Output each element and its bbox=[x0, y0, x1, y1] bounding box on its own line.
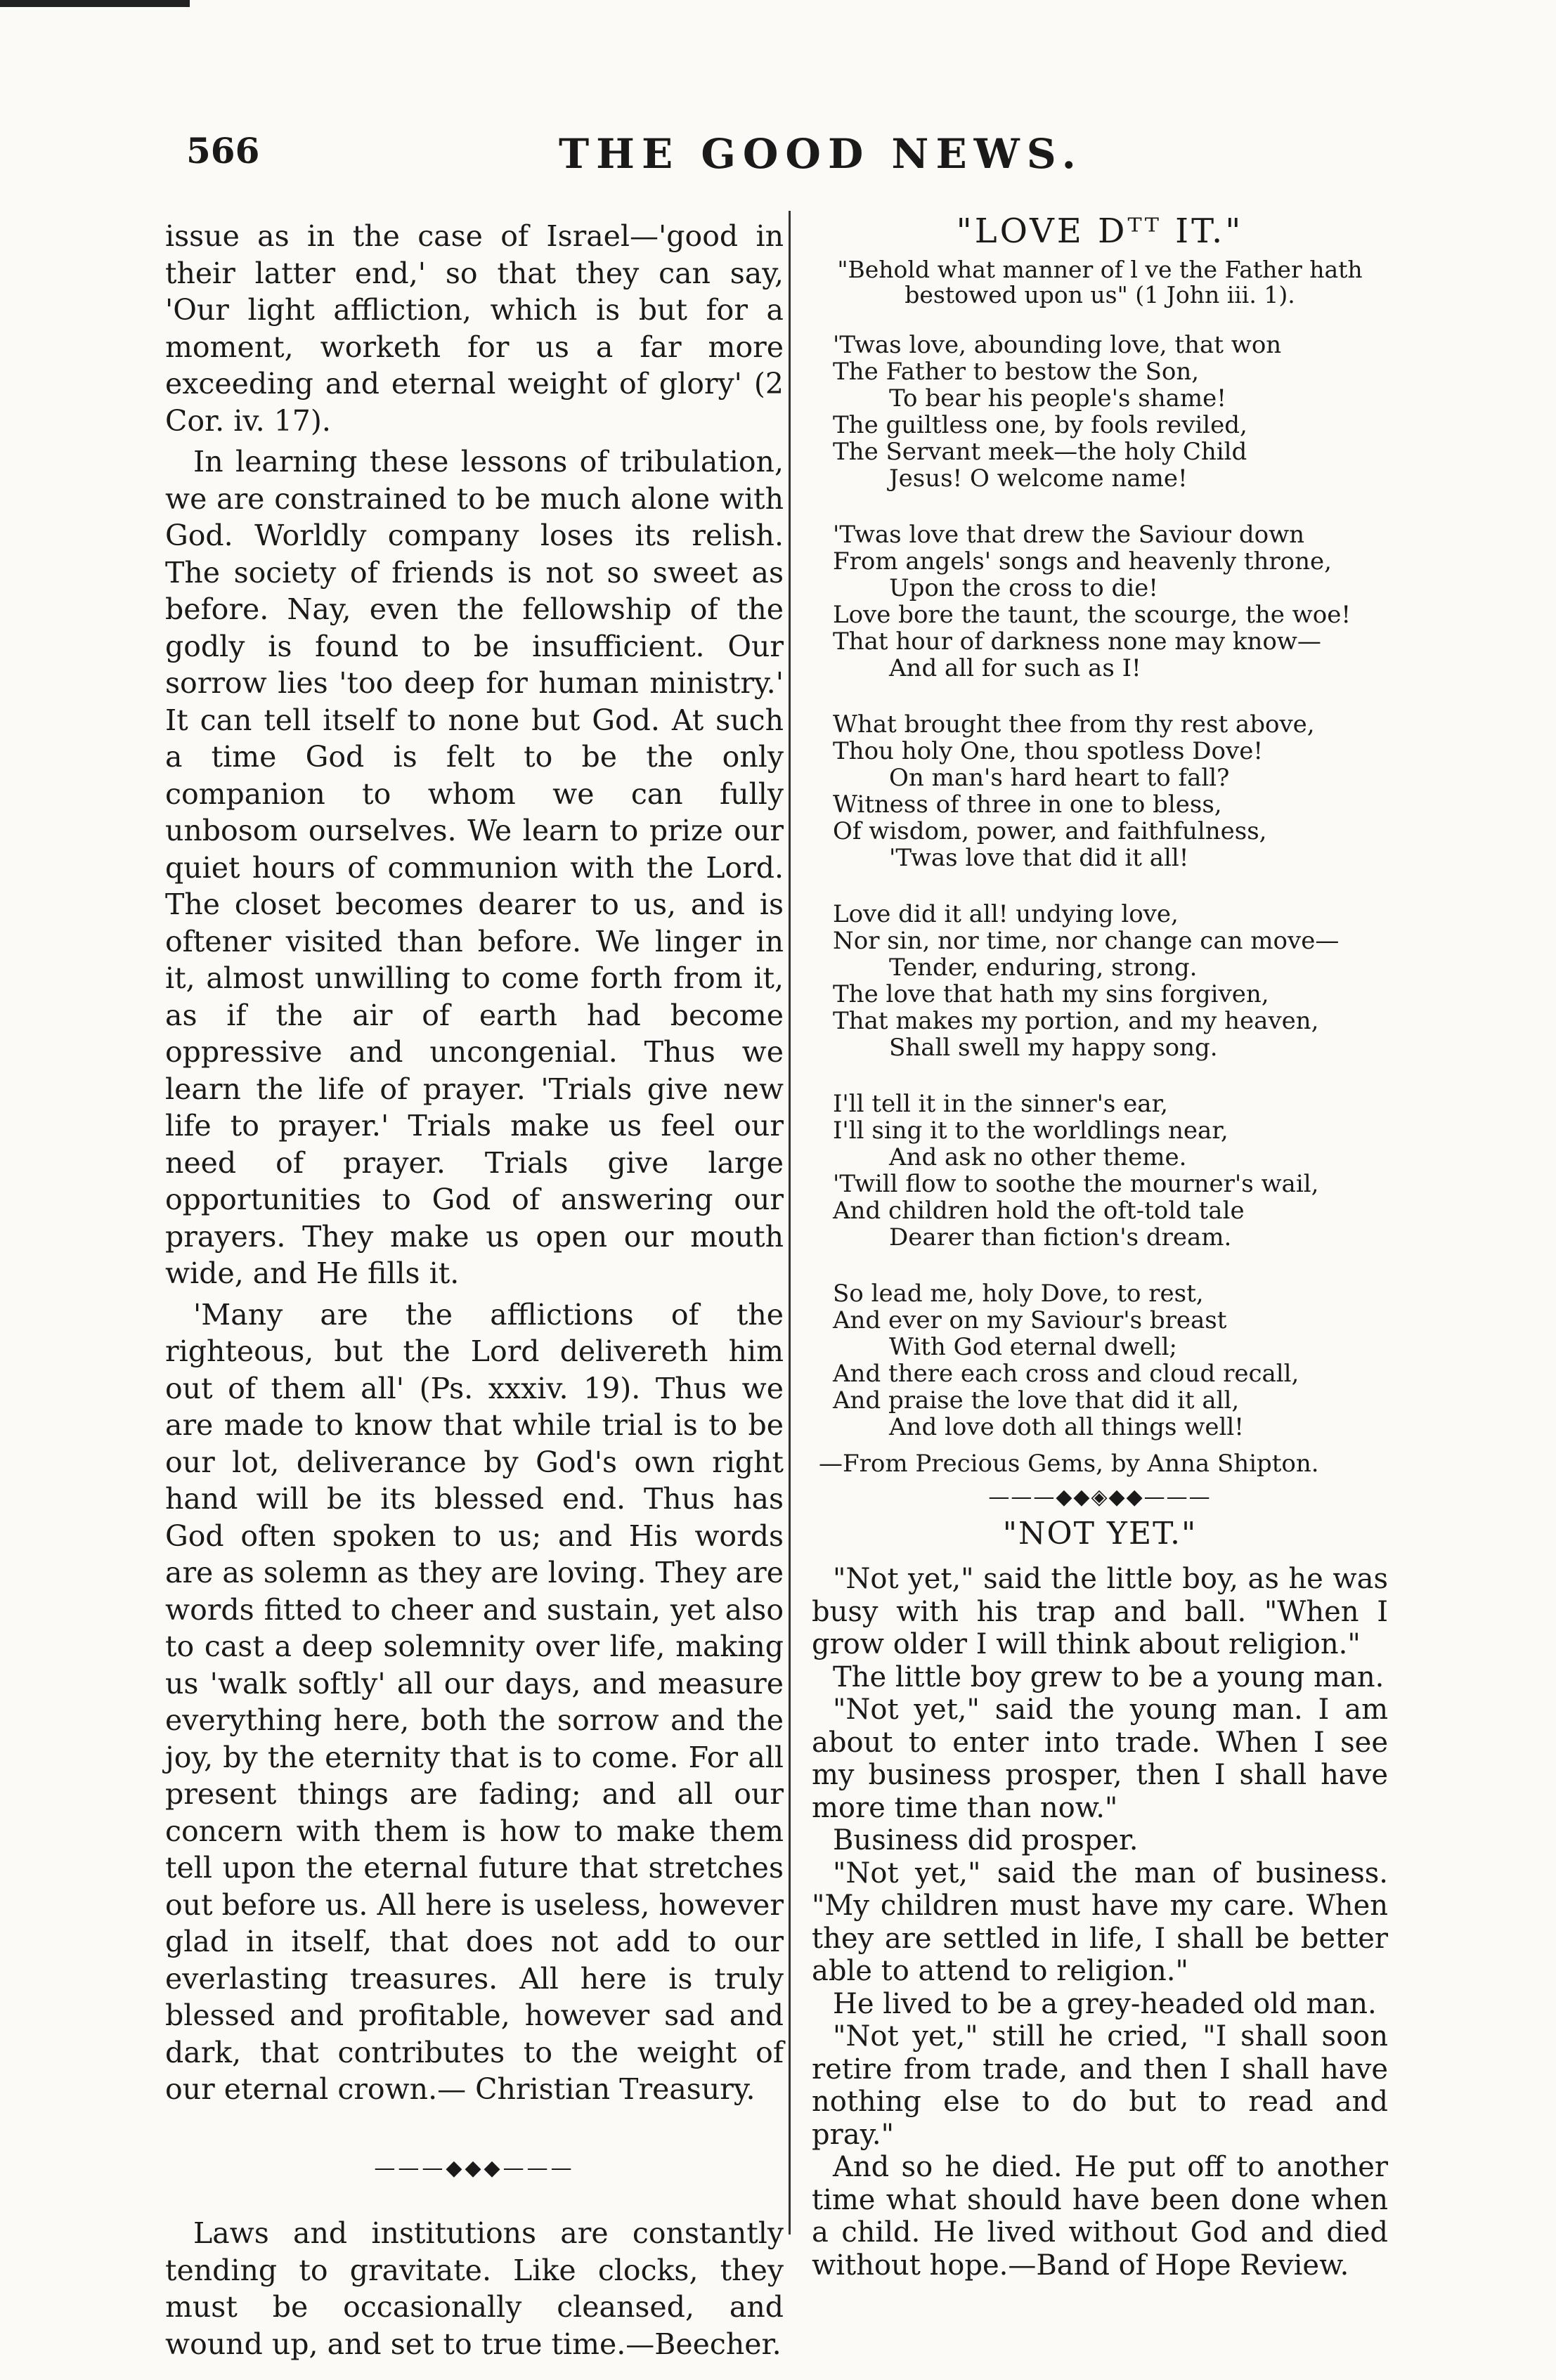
stanza bbox=[833, 521, 1388, 682]
verse-line: On man's hard heart to fall? bbox=[889, 764, 1230, 792]
ornament-divider: ———◆◆◈◆◆——— bbox=[988, 1485, 1212, 1509]
paragraph: The little boy grew to be a young man. bbox=[833, 1660, 1385, 1693]
paragraph: "Not yet," said the man of business. "My children must have my care. When they are settled in life, I shall be better able to attend to religion." bbox=[812, 1856, 1388, 1987]
verse-line: And praise the love that did it all, bbox=[833, 1386, 1240, 1415]
verse-line: Of wisdom, power, and faithfulness, bbox=[833, 817, 1267, 845]
verse-line: That hour of darkness none may know— bbox=[833, 627, 1321, 656]
verse-line: Love bore the taunt, the scourge, the woe! bbox=[833, 601, 1351, 629]
verse-line: Love did it all! undying love, bbox=[833, 900, 1179, 928]
verse-line: And all for such as I! bbox=[889, 654, 1141, 682]
verse-line: Tender, enduring, strong. bbox=[889, 954, 1198, 982]
verse-line: I'll tell it in the sinner's ear, bbox=[833, 1090, 1168, 1118]
top-rule bbox=[0, 0, 190, 7]
verse-line: 'Twill flow to soothe the mourner's wail, bbox=[833, 1170, 1319, 1198]
paragraph: 'Many are the afflictions of the righteous, but the Lord delivereth him out of them all' (Ps. xxxiv. 19). Thus we are made to know that while trial is to be our lot, deliverance by God's own right hand will be its blessed end. Thus has God often spoken to us; and His words are as solemn as they are loving. They are words fitted to cheer and sustain, yet also to cast a deep solemnity over life, making us 'walk softly' all our days, and measure everything here, both the sorrow and the joy, by the eternity that is to come. For all present things are fading; and all our concern with them is how to make them tell upon the eternal future that stretches out before us. All here is useless, however glad in itself, that does not add to our everlasting treasures. All here is truly blessed and profitable, however sad and dark, that contributes to the weight of our eternal crown.— Christian Treasury. bbox=[165, 1297, 784, 2106]
verse-line: Thou holy One, thou spotless Dove! bbox=[833, 737, 1264, 765]
verse-line: The Servant meek—the holy Child bbox=[833, 438, 1247, 466]
verse-line: 'Twas love, abounding love, that won bbox=[833, 331, 1282, 359]
paragraph: In learning these lessons of tribulation, we are constrained to be much alone with God. Worldly company loses its relish. The society of friends is not so sweet as before. Nay, even the fellowship of the godly is found to be insufficient. Our sorrow lies 'too deep for human ministry.' It can tell itself to none but God. At such a time God is felt to be the only companion to whom we can fully unbosom ourselves. We learn to prize our quiet hours of communion with the Lord. The closet becomes dearer to us, and is oftener visited than before. We linger in it, almost unwilling to come forth from it, as if the air of earth had become oppressive and uncongenial. Thus we learn the life of prayer. 'Trials give new life to prayer.' Trials make us feel our need of prayer. Trials give large opportunities to God of answering our prayers. They make us open our mouth wide, and He fills it. bbox=[165, 445, 784, 1290]
stanza bbox=[833, 901, 1388, 1061]
column-divider bbox=[789, 211, 791, 2235]
verse-line: Nor sin, nor time, nor change can move— bbox=[833, 927, 1340, 955]
story-body bbox=[812, 1563, 1388, 2282]
verse-line: Shall swell my happy song. bbox=[889, 1034, 1218, 1062]
stanza bbox=[833, 1091, 1388, 1251]
verse-line: What brought thee from thy rest above, bbox=[833, 710, 1315, 739]
paragraph: issue as in the case of Israel—'good in their latter end,' so that they can say, 'Our light affliction, which is but for a moment, worketh for us a far more exceeding and eternal weight of glory' (2 Cor. iv. 17). bbox=[165, 219, 784, 438]
stanza bbox=[833, 332, 1388, 492]
page-header bbox=[186, 130, 1381, 193]
stanza bbox=[833, 711, 1388, 871]
poem-title: "LOVE Dᵀᵀ IT." bbox=[956, 212, 1244, 251]
closing-paragraph: Laws and institutions are constantly tending to gravitate. Like clocks, they must be occasionally cleansed, and wound up, and set to true time.—Beecher. bbox=[165, 2216, 784, 2361]
verse-line: So lead me, holy Dove, to rest, bbox=[833, 1280, 1204, 1308]
verse-line: Dearer than fiction's dream. bbox=[889, 1223, 1232, 1251]
verse-line: Witness of three in one to bless, bbox=[833, 791, 1222, 819]
page-number: 566 bbox=[186, 130, 260, 171]
verse-line: From angels' songs and heavenly throne, bbox=[833, 547, 1332, 576]
paragraph: And so he died. He put off to another time what should have been done when a child. He lived without God and died without hope.—Band of Hope Review. bbox=[812, 2151, 1388, 2282]
verse-line: 'Twas love that did it all! bbox=[889, 844, 1189, 872]
verse-line: And ask no other theme. bbox=[889, 1143, 1187, 1171]
page-title: THE GOOD NEWS. bbox=[559, 130, 1083, 178]
paragraph: He lived to be a grey-headed old man. bbox=[833, 1987, 1377, 2020]
verse-line: And ever on my Saviour's breast bbox=[833, 1306, 1227, 1334]
verse-line: That makes my portion, and my heaven, bbox=[833, 1007, 1319, 1035]
verse-line: With God eternal dwell; bbox=[889, 1333, 1177, 1361]
verse-line: To bear his people's shame! bbox=[889, 384, 1226, 412]
story-title: "NOT YET." bbox=[1002, 1516, 1198, 1552]
verse-line: 'Twas love that drew the Saviour down bbox=[833, 521, 1305, 549]
verse-line: Jesus! O welcome name! bbox=[889, 464, 1188, 493]
verse-line: And there each cross and cloud recall, bbox=[833, 1360, 1299, 1388]
stanza bbox=[833, 1280, 1388, 1441]
poem-epigraph: "Behold what manner of l ve the Father hath bestowed upon us" (1 John iii. 1). bbox=[837, 256, 1363, 308]
paragraph: "Not yet," said the young man. I am about to enter into trade. When I see my business prosper, then I shall have more time than now." bbox=[812, 1693, 1388, 1824]
verse-line: And children hold the oft-told tale bbox=[833, 1197, 1245, 1225]
poem-attribution: —From Precious Gems, by Anna Shipton. bbox=[819, 1450, 1319, 1478]
paragraph: "Not yet," still he cried, "I shall soon retire from trade, and then I shall have nothing else to do but to read and pray." bbox=[812, 2020, 1388, 2151]
verse-line: The Father to bestow the Son, bbox=[833, 358, 1200, 386]
left-column bbox=[165, 218, 784, 2367]
verse-line: The love that hath my sins forgiven, bbox=[833, 980, 1269, 1008]
right-column bbox=[812, 212, 1388, 2282]
verse-line: And love doth all things well! bbox=[889, 1413, 1244, 1441]
verse-line: Upon the cross to die! bbox=[889, 574, 1158, 602]
ornament-divider: ———◆◆◆——— bbox=[374, 2155, 575, 2180]
verse-line: I'll sing it to the worldlings near, bbox=[833, 1117, 1228, 1145]
paragraph: Business did prosper. bbox=[833, 1824, 1139, 1856]
paragraph: "Not yet," said the little boy, as he was busy with his trap and ball. "When I grow older I will think about religion." bbox=[812, 1563, 1388, 1660]
verse-line: The guiltless one, by fools reviled, bbox=[833, 411, 1247, 439]
